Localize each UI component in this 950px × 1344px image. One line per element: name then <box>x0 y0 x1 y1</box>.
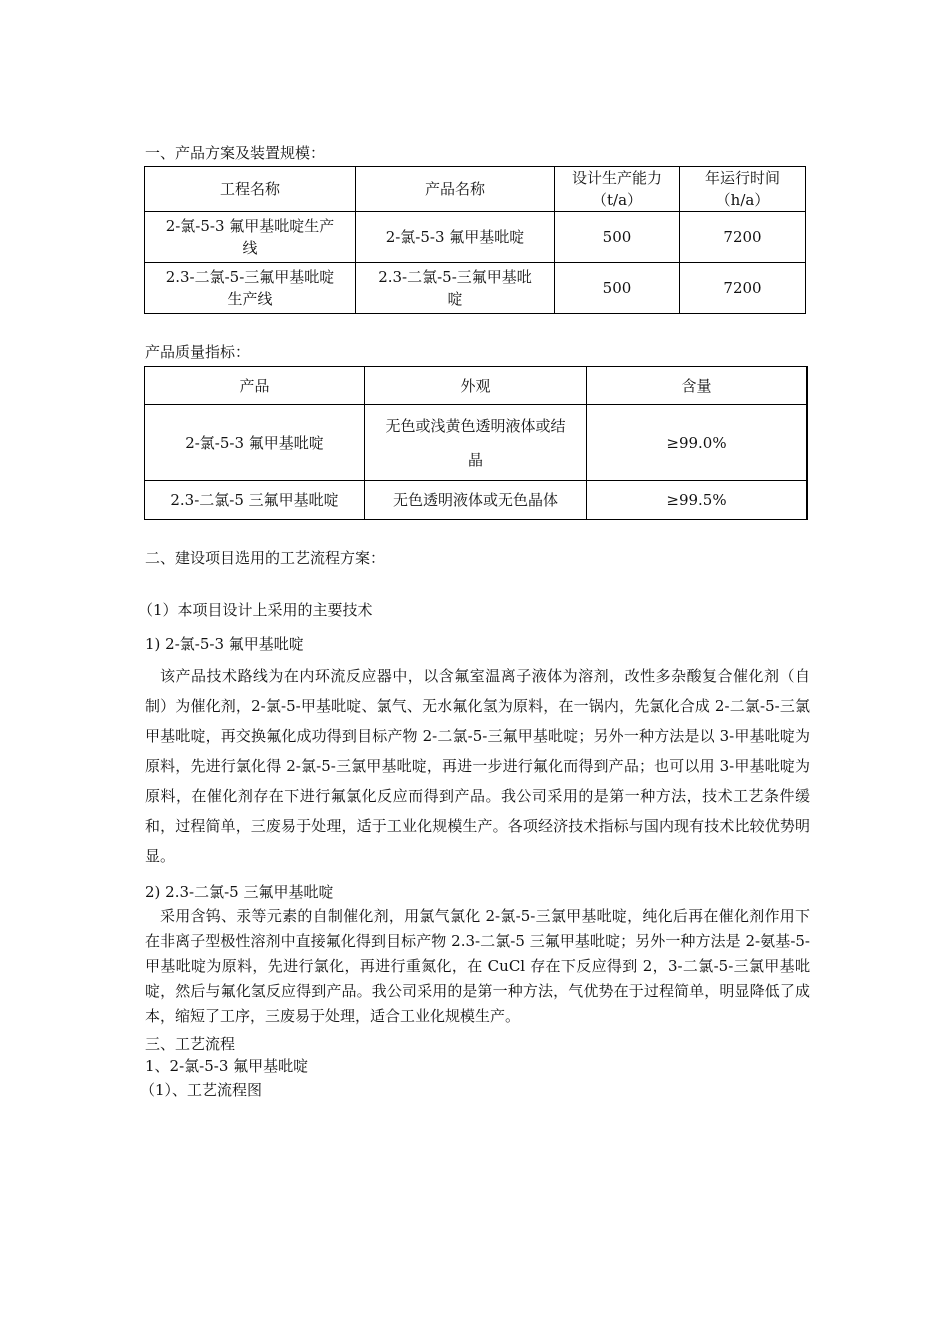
section3-heading: 三、工艺流程 <box>145 1035 236 1053</box>
cell-product-name: 2-氯-5-3 氟甲基吡啶 <box>356 212 555 263</box>
section2-subheading: （1）本项目设计上采用的主要技术 <box>138 601 373 619</box>
cell-project-name <box>145 212 356 263</box>
quality-heading: 产品质量指标： <box>145 343 251 361</box>
capacity-table <box>144 166 806 314</box>
cell-text: 线 <box>242 239 258 257</box>
section2-heading: 二、建设项目选用的工艺流程方案： <box>145 549 386 567</box>
cell-text: 2-氯-5-3 氟甲基吡啶生产 <box>165 217 335 235</box>
header-content: 含量 <box>587 367 808 405</box>
table-row <box>145 212 806 263</box>
cell-text: 无色或浅黄色透明液体或结 <box>385 416 566 435</box>
cell-hours: 7200 <box>680 212 806 263</box>
cell-text: 生产线 <box>227 290 273 308</box>
header-project-name: 工程名称 <box>145 167 356 212</box>
item1-text: 该产品技术路线为在内环流反应器中，以含氟室温离子液体为溶剂，改性多杂酸复合催化剂（自制）为催化剂，2-氯-5-甲基吡啶、氯气、无水氟化氢为原料，在一锅内，先氯化合成 2-二氯-5-三氯甲基吡啶，再交换氟化成功得到目标产物 2-二氯-5-三氟甲基吡啶；另外一种方法是以 3-甲基吡啶为原料，先进行氯化得 2-氯-5-三氯甲基吡啶，再进一步进行氟化而得到产品；也可以用 3-甲基吡啶为原料，在催化剂存在下进行氟氯化反应而得到产品。我公司采用的是第一种方法，技术工艺条件缓和，过程简单，三废易于处理，适于工业化规模生产。各项经济技术指标与国内现有技术比较优势明显。 <box>145 667 810 865</box>
item2-title: 2) 2.3-二氯-5 三氟甲基吡啶 <box>145 883 334 901</box>
cell-product: 2.3-二氯-5 三氟甲基吡啶 <box>145 481 365 520</box>
header-hours-unit: （h/a） <box>715 191 770 209</box>
item2-paragraph <box>145 904 810 1029</box>
cell-text: 2.3-二氯-5-三氟甲基吡 <box>378 268 532 286</box>
cell-text: 啶 <box>447 290 463 308</box>
cell-hours: 7200 <box>680 263 806 314</box>
header-capacity-label: 设计生产能力 <box>571 169 662 187</box>
header-product-name: 产品名称 <box>356 167 555 212</box>
cell-appearance <box>365 405 587 481</box>
header-product: 产品 <box>145 367 365 405</box>
section3-item1-sub: （1）、工艺流程图 <box>140 1081 263 1099</box>
header-capacity <box>555 167 680 212</box>
quality-table <box>144 366 808 520</box>
header-annual-hours <box>680 167 806 212</box>
section1-heading: 一、产品方案及装置规模： <box>145 144 326 162</box>
cell-content: ≥99.5% <box>587 481 808 520</box>
cell-text: 2.3-二氯-5-三氟甲基吡啶 <box>165 268 335 286</box>
table-row <box>145 263 806 314</box>
header-hours-label: 年运行时间 <box>704 169 780 187</box>
table-row <box>145 405 808 481</box>
cell-product-name <box>356 263 555 314</box>
table-header-row <box>145 167 806 212</box>
cell-text: 晶 <box>467 450 483 469</box>
table-row <box>145 481 808 520</box>
header-appearance: 外观 <box>365 367 587 405</box>
item1-paragraph <box>145 661 810 871</box>
header-capacity-unit: （t/a） <box>591 191 643 209</box>
cell-project-name <box>145 263 356 314</box>
section3-item1: 1、2-氯-5-3 氟甲基吡啶 <box>145 1057 309 1075</box>
cell-appearance: 无色透明液体或无色晶体 <box>365 481 587 520</box>
cell-content: ≥99.0% <box>587 405 808 481</box>
cell-product: 2-氯-5-3 氟甲基吡啶 <box>145 405 365 481</box>
cell-capacity: 500 <box>555 212 680 263</box>
item2-text: 采用含钨、汞等元素的自制催化剂，用氯气氯化 2-氯-5-三氯甲基吡啶，纯化后再在催化剂作用下在非离子型极性溶剂中直接氟化得到目标产物 2.3-二氯-5 三氟甲基吡啶；另外一种方法是 2-氨基-5-甲基吡啶为原料，先进行氯化，再进行重氮化，在 CuCl 存在下反应得到 2，3-二氯-5-三氯甲基吡啶，然后与氟化氢反应得到产品。我公司采用的是第一种方法，气优势在于过程简单，明显降低了成本，缩短了工序，三废易于处理，适合工业化规模生产。 <box>145 907 810 1025</box>
item1-title: 1) 2-氯-5-3 氟甲基吡啶 <box>145 635 304 653</box>
table-header-row <box>145 367 808 405</box>
cell-capacity: 500 <box>555 263 680 314</box>
